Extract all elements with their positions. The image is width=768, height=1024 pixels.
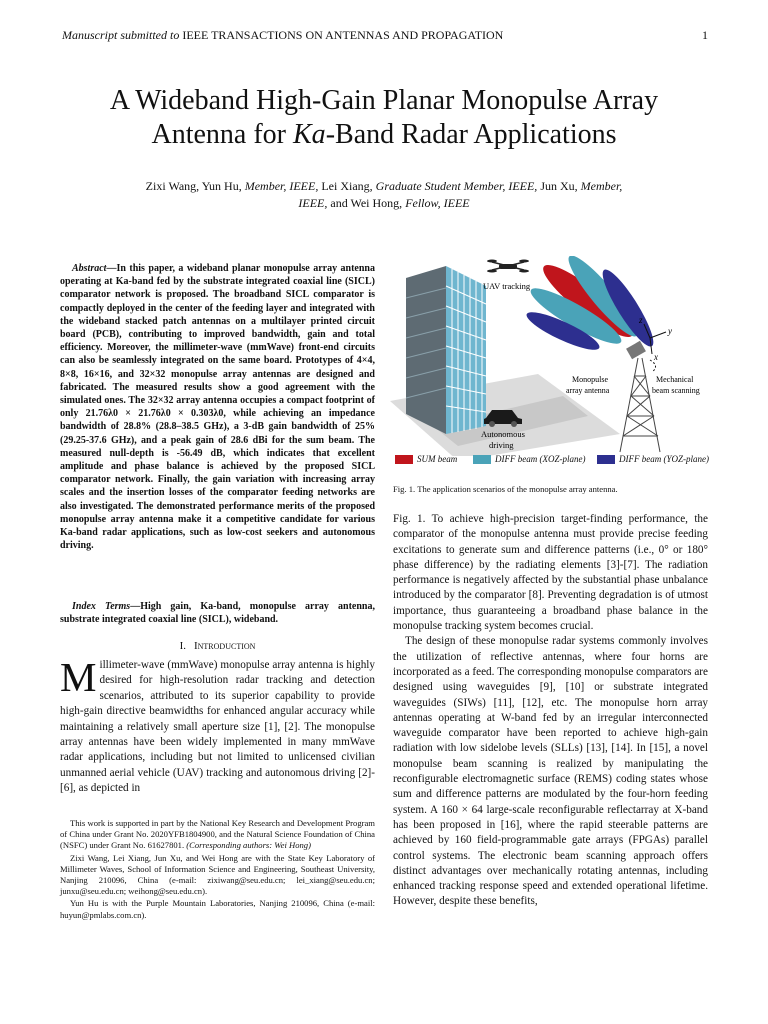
header-lead: Manuscript submitted to: [62, 28, 180, 42]
legend-swatch-diff-yoz: [597, 455, 615, 464]
axis-z-label: z: [639, 315, 643, 325]
abstract: [60, 262, 375, 552]
author-names: and Wei Hong,: [327, 196, 406, 210]
author-names: Zixi Wang, Yun Hu,: [145, 179, 245, 193]
monopulse-antenna-panel: [626, 341, 646, 359]
intro-paragraph: [60, 654, 375, 797]
application-scenario-illustration: [388, 256, 718, 456]
author-affiliation: Graduate Student Member, IEEE,: [375, 179, 538, 193]
author-affiliation: IEEE,: [298, 196, 328, 210]
author-affiliation: Fellow, IEEE: [405, 196, 470, 210]
title-part: Antenna for: [151, 119, 293, 150]
title-line-1: A Wideband High-Gain Planar Monopulse Array: [109, 85, 659, 116]
title-part: -Band Radar Applications: [325, 119, 617, 150]
legend-swatch-diff-xoz: [473, 455, 491, 464]
legend-label-diff-yoz: DIFF beam (YOZ-plane): [619, 454, 709, 464]
mech-label-2: beam scanning: [652, 386, 700, 395]
mono-label-2: array antenna: [566, 386, 610, 395]
car-label-1: Autonomous: [481, 429, 525, 439]
axis-x-label: x: [654, 352, 658, 362]
abstract-text: —In this paper, a wideband planar monopulse array antenna operating at Ka-band fed by the substrate integrated coaxial line (SICL) comparator network is proposed. The broadband SICL comparator is compactly deployed in the center of the feeding layer and integrated with the wideband stacked patch antennas on a multilayer printed circuit board (PCB), contributing to improved bandwidth, gain and total efficiency. Moreover, the millimeter-wave (mmWave) front-end circuits can also be seamlessly integrated on the same board. Prototypes of 4×4, 8×8, 16×16, and 32×32 monopulse array antennas are designed and fabricated. The measured results show a good agreement with the simulated ones. The 32×32 array antenna occupies a compact footprint of only 21.76λ0 × 21.76λ0 × 0.303λ0, while achieving an impedance bandwidth of 28.8% (28.8–38.5 GHz), a 3-dB gain bandwidth of 25% (29.25-37.6 GHz), and a peak gain of 28.6 dBi for the sum beam. The measured null-depth is -56.49 dB, which indicates that excellent amplitude and phase balance is achieved by the proposed SICL comparator network. Finally, the gain variation with increasing array scales and the insertion losses of the comparator feeding networks are also investigated. The demonstrated performance merits of the proposed monopulse array antenna make it a competitive candidate for various Ka-band radar applications, such as low-cost seekers and autonomous driving.: [60, 263, 375, 552]
mech-label-1: Mechanical: [656, 375, 694, 384]
footnote-affiliation-2: Yun Hu is with the Purple Mountain Laboratories, Nanjing 210096, China (e-mail: huyun@pmlabs.com.cn).: [60, 898, 375, 920]
index-terms: [60, 600, 375, 626]
footnote-corresponding: (Corresponding authors: Wei Hong): [186, 840, 311, 851]
index-terms-text: —High gain, Ka-band, monopulse array antenna, substrate integrated coaxial line (SICL), wideband.: [60, 601, 375, 626]
legend-item-sum: [395, 454, 457, 464]
body-paragraph-2: The design of these monopulse radar systems commonly involves the utilization of reflective antennas, where four horns are incorporated as a feed. The corresponding monopulse comparators are designed using waveguides [9], [10] or substrate integrated waveguides (SIWs) [11], [12], etc. The monopulse horn array antennas operating at W-band fed by an irregular interconnected waveguide comparator have been reported to achieve high-gain radiation with low sidelobe levels (SLLs) [13], [14]. In [15], a novel monopulse beam scanning is realized by manipulating the reconfigurable electromagnetic surface (REMS) coding states whose sum and difference patterns are modulated by the four-horn feeding system. A 160 × 64 large-scale reconfigurable reflectarray at X-band has been proposed in [16], where the rapid steerable patterns are achieved by 160 field-programmable gate arrays (FPGAs) parallel control systems. The electronic beam scanning approach offers distinct advantages over mechanically rotating antennas, including enhanced tracking response speed and extended operational lifetime. However, despite these benefits,: [393, 635, 708, 908]
mono-label-1: Monopulse: [572, 375, 608, 384]
title-line-2: [40, 118, 728, 152]
figure-1: [388, 256, 718, 478]
footnote-funding: [60, 818, 375, 852]
author-names: Lei Xiang,: [318, 179, 376, 193]
index-terms-label: Index Terms: [72, 601, 131, 612]
author-names: Jun Xu,: [537, 179, 581, 193]
car-label-2: driving: [489, 440, 514, 450]
intro-text: illimeter-wave (mmWave) monopulse array antenna is highly desired for high-resolution radar tracking and detection scenarios, attributed to its superior capability to provide high-gain directive beamwidths for enhanced angular accuracy while maintaining a relatively small aperture size [1], [2]. The monopulse array antennas have been widely implemented in many mmWave radar applications, including but not limited to unlicensed civilian unmanned aerial vehicle (UAV) tracking and autonomous driving [2]-[6], as depicted in: [60, 659, 375, 795]
uav-drone-icon: [487, 260, 529, 273]
paper-title: [40, 84, 728, 152]
legend-label-sum: SUM beam: [417, 454, 458, 464]
author-affiliation: Member, IEEE,: [244, 179, 319, 193]
axis-y-label: y: [668, 326, 672, 336]
body-text-right: [393, 512, 708, 910]
title-ka: Ka: [293, 119, 326, 150]
body-paragraph-1: Fig. 1. To achieve high-precision target-finding performance, the comparator of the monopulse antenna must provide precise feeding excitations to generate sum and difference patterns (i.e., 0° or 180° phase difference) by the radiating elements [3]-[7]. The radiation performance is negatively affected by the substantial phase unbalance introduced by the comparator [8]. Preventing degradation is of utmost importance, thus guaranteeing a broadband phase balance in the monopulse tracking system becomes crucial.: [393, 513, 708, 633]
figure-legend: [392, 454, 722, 470]
legend-swatch-sum: [395, 455, 413, 464]
section-title: Introduction: [193, 640, 256, 652]
drop-cap: M: [60, 654, 97, 700]
author-affiliation: Member,: [580, 179, 623, 193]
section-heading: [60, 640, 375, 652]
header-journal-name: IEEE TRANSACTIONS ON ANTENNAS AND PROPAGATION: [182, 28, 504, 42]
section-number: I.: [179, 640, 186, 652]
legend-item-diff-xoz: [473, 454, 585, 464]
uav-label: UAV tracking: [483, 281, 531, 291]
legend-label-diff-xoz: DIFF beam (XOZ-plane): [495, 454, 586, 464]
abstract-label: Abstract: [72, 263, 107, 274]
legend-item-diff-yoz: [597, 454, 709, 464]
page-number: 1: [702, 28, 708, 42]
header-journal: [62, 28, 503, 43]
author-list: [80, 178, 688, 212]
running-header: [62, 28, 708, 43]
footnote-funding-text: This work is supported in part by the National Key Research and Development Program of China under Grant No. 2020YFB1804900, and the Natural Science Foundation of China (NSFC) under Grant No. 61627801.: [60, 818, 375, 851]
footnote: [60, 818, 375, 922]
footnote-affiliation: Zixi Wang, Lei Xiang, Jun Xu, and Wei Hong are with the State Key Laboratory of Millimeter Waves, School of Information Science and Engineering, Southeast University, Nanjing 210096, China (e-mail: zixiwang@seu.edu.cn; lei_xiang@seu.edu.cn; junxu@seu.edu.cn; weihong@seu.edu.cn).: [60, 852, 375, 897]
tower-icon: [620, 358, 660, 452]
figure-caption: Fig. 1. The application scenarios of the monopulse array antenna.: [393, 484, 618, 494]
